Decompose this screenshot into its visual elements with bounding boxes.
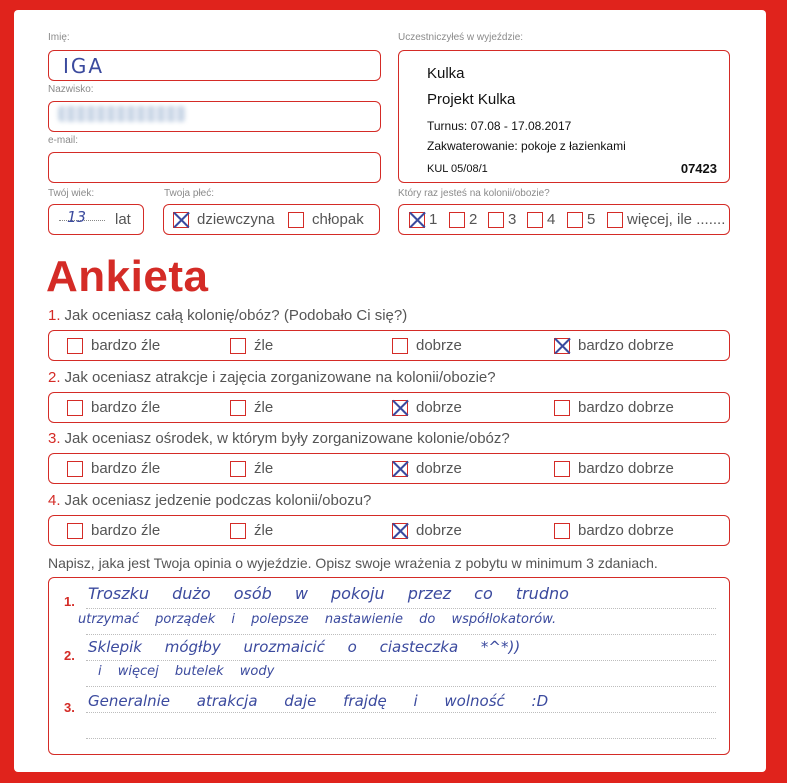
rating-option[interactable] <box>67 454 160 483</box>
times-option-label: 4 <box>547 211 556 228</box>
rating-label: bardzo źle <box>91 337 161 354</box>
times-option-1[interactable] <box>409 205 437 234</box>
checkbox-icon[interactable] <box>230 338 246 354</box>
trip-name: Kulka <box>427 65 465 82</box>
checkbox-icon[interactable] <box>288 212 304 228</box>
opinion-prompt: Napisz, jaka jest Twoja opinia o wyjeździe. Opisz swoje wrażenia z pobytu w minimum 3 zdaniach. <box>48 555 658 571</box>
times-option-label: więcej, ile ....... <box>627 211 726 228</box>
writing-line <box>86 738 716 739</box>
checkbox-icon[interactable] <box>554 461 570 477</box>
checkbox-icon[interactable] <box>449 212 465 228</box>
trip-box <box>398 50 730 183</box>
times-option-more[interactable] <box>607 205 725 234</box>
checkbox-icon[interactable] <box>527 212 543 228</box>
rating-option[interactable] <box>554 454 674 483</box>
checkbox-icon[interactable] <box>554 400 570 416</box>
rating-label: bardzo dobrze <box>578 460 674 477</box>
trip-turnus: Turnus: 07.08 - 17.08.2017 <box>427 119 572 133</box>
question-2 <box>48 369 496 386</box>
rating-label: bardzo dobrze <box>578 522 674 539</box>
rating-label: dobrze <box>416 460 462 477</box>
age-value: 13 <box>67 208 87 226</box>
rating-option[interactable] <box>230 454 273 483</box>
checkbox-icon[interactable] <box>67 461 83 477</box>
times-option-label: 5 <box>587 211 596 228</box>
times-option-4[interactable] <box>527 205 555 234</box>
rating-option[interactable] <box>392 454 462 483</box>
question-text: Jak oceniasz jedzenie podczas kolonii/obozu? <box>64 492 372 509</box>
question-text: Jak oceniasz całą kolonię/obóz? (Podobało Ci się?) <box>64 307 408 324</box>
trip-label: Uczestniczyłeś w wyjeździe: <box>398 32 524 43</box>
checkbox-icon[interactable] <box>67 338 83 354</box>
opinion-number: 2. <box>64 648 75 663</box>
trip-number: 07423 <box>680 161 717 176</box>
gender-male-label: chłopak <box>312 211 364 228</box>
rating-option[interactable] <box>230 516 273 545</box>
surname-label: Nazwisko: <box>48 84 94 95</box>
redacted-surname <box>58 106 186 122</box>
times-label: Który raz jesteś na kolonii/obozie? <box>398 188 550 199</box>
times-field <box>398 204 730 235</box>
rating-option[interactable] <box>67 516 160 545</box>
rating-option[interactable] <box>392 516 462 545</box>
question-3 <box>48 430 510 447</box>
rating-option[interactable] <box>554 331 674 360</box>
trip-code: KUL 05/08/1 <box>427 163 488 175</box>
checkbox-icon[interactable] <box>567 212 583 228</box>
checkbox-checked-icon[interactable] <box>392 523 408 539</box>
checkbox-checked-icon[interactable] <box>409 212 425 228</box>
checkbox-icon[interactable] <box>67 523 83 539</box>
handwritten-line: Generalnie atrakcja daje frajdę i wolność :D <box>88 692 549 710</box>
checkbox-icon[interactable] <box>230 461 246 477</box>
rating-option[interactable] <box>392 393 462 422</box>
rating-label: bardzo źle <box>91 460 161 477</box>
rating-label: dobrze <box>416 399 462 416</box>
trip-lodging: Zakwaterowanie: pokoje z łazienkami <box>427 139 626 153</box>
checkbox-icon[interactable] <box>392 338 408 354</box>
email-label: e-mail: <box>48 135 79 146</box>
question-number: 2. <box>48 369 61 386</box>
times-option-label: 3 <box>508 211 517 228</box>
writing-line <box>86 608 716 609</box>
question-number: 4. <box>48 492 61 509</box>
handwritten-line: Troszku dużo osób w pokoju przez co trudno <box>88 584 569 603</box>
survey-title: Ankieta <box>46 252 209 301</box>
gender-female-option[interactable] <box>173 205 275 234</box>
rating-option[interactable] <box>67 331 160 360</box>
question-4-options <box>48 515 730 546</box>
gender-field <box>163 204 380 235</box>
checkbox-icon[interactable] <box>67 400 83 416</box>
age-field[interactable] <box>48 204 144 235</box>
writing-line <box>86 686 716 687</box>
question-3-options <box>48 453 730 484</box>
checkbox-icon[interactable] <box>230 523 246 539</box>
writing-line <box>86 712 716 713</box>
rating-label: bardzo źle <box>91 522 161 539</box>
rating-label: bardzo źle <box>91 399 161 416</box>
times-option-label: 1 <box>429 211 438 228</box>
opinion-number: 1. <box>64 594 75 609</box>
checkbox-icon[interactable] <box>554 523 570 539</box>
handwritten-line: i więcej butelek wody <box>98 664 275 679</box>
trip-project: Projekt Kulka <box>427 91 516 108</box>
rating-label: dobrze <box>416 337 462 354</box>
checkbox-icon[interactable] <box>607 212 623 228</box>
writing-line <box>86 660 716 661</box>
writing-line <box>86 634 716 635</box>
times-option-3[interactable] <box>488 205 516 234</box>
rating-option[interactable] <box>392 331 462 360</box>
question-4 <box>48 492 371 509</box>
opinion-number: 3. <box>64 700 75 715</box>
times-option-2[interactable] <box>449 205 477 234</box>
rating-option[interactable] <box>230 331 273 360</box>
gender-label: Twoja płeć: <box>164 188 215 199</box>
email-field[interactable] <box>48 152 381 183</box>
question-1-options <box>48 330 730 361</box>
checkbox-checked-icon[interactable] <box>554 338 570 354</box>
checkbox-checked-icon[interactable] <box>173 212 189 228</box>
rating-option[interactable] <box>230 393 273 422</box>
times-option-5[interactable] <box>567 205 595 234</box>
name-value: IGA <box>63 54 105 78</box>
rating-label: źle <box>254 337 274 354</box>
question-number: 3. <box>48 430 61 447</box>
rating-label: źle <box>254 522 274 539</box>
checkbox-checked-icon[interactable] <box>392 461 408 477</box>
rating-label: bardzo dobrze <box>578 337 674 354</box>
handwritten-line: utrzymać porządek i polepsze nastawienie do współlokatorów. <box>78 612 557 627</box>
rating-option[interactable] <box>554 393 674 422</box>
name-field[interactable] <box>48 50 381 81</box>
rating-label: źle <box>254 460 274 477</box>
times-option-label: 2 <box>469 211 478 228</box>
rating-label: źle <box>254 399 274 416</box>
rating-label: bardzo dobrze <box>578 399 674 416</box>
question-text: Jak oceniasz ośrodek, w którym były zorganizowane kolonie/obóz? <box>64 430 510 447</box>
age-label: Twój wiek: <box>48 188 95 199</box>
checkbox-checked-icon[interactable] <box>392 400 408 416</box>
age-unit: lat <box>115 211 131 228</box>
rating-label: dobrze <box>416 522 462 539</box>
question-2-options <box>48 392 730 423</box>
checkbox-icon[interactable] <box>488 212 504 228</box>
question-number: 1. <box>48 307 61 324</box>
question-text: Jak oceniasz atrakcje i zajęcia zorganizowane na kolonii/obozie? <box>64 369 496 386</box>
handwritten-line: Sklepik mógłby urozmaicić o ciasteczka *^*)) <box>88 638 521 656</box>
rating-option[interactable] <box>67 393 160 422</box>
name-label: Imię: <box>48 32 70 43</box>
checkbox-icon[interactable] <box>230 400 246 416</box>
gender-female-label: dziewczyna <box>197 211 275 228</box>
rating-option[interactable] <box>554 516 674 545</box>
gender-male-option[interactable] <box>288 205 364 234</box>
question-1 <box>48 307 407 324</box>
